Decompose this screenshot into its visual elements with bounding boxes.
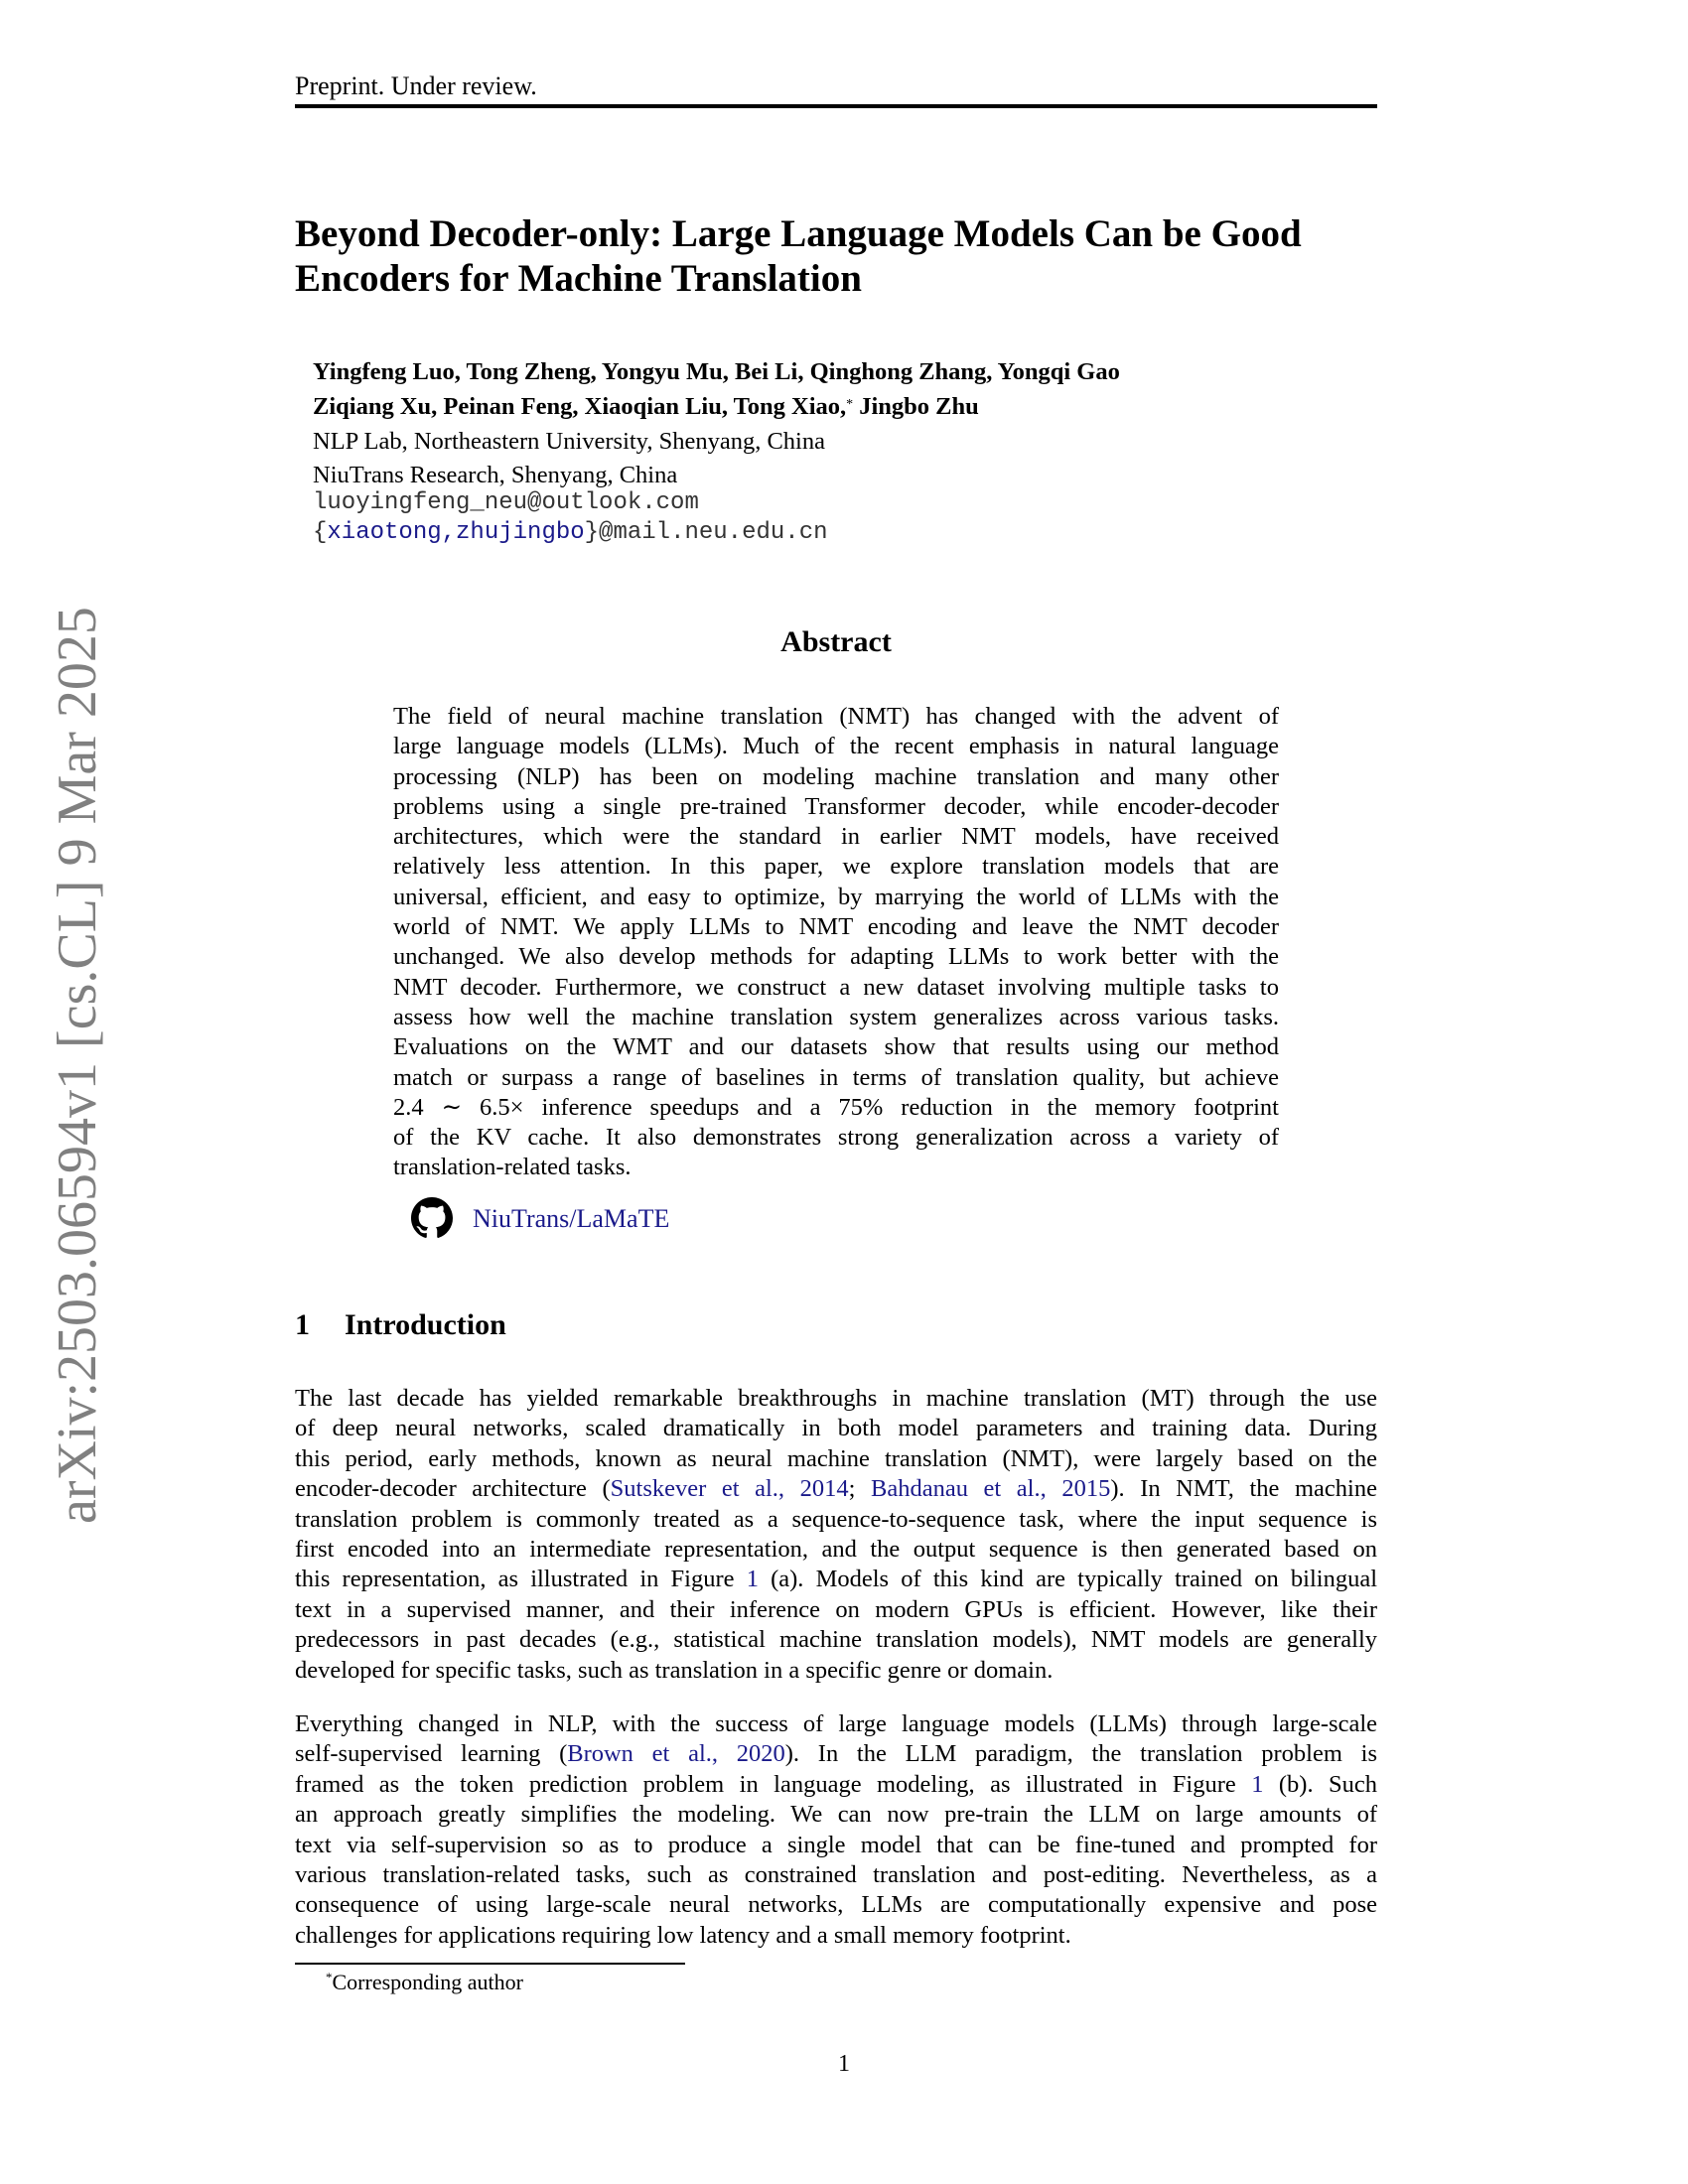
body-line: predecessors in past decades (e.g., statistical machine translation models), NMT models are generally [295, 1626, 1377, 1654]
citation-brown-2020[interactable]: Brown et al., 2020 [567, 1740, 785, 1768]
email-separator: , [441, 519, 457, 546]
body-line: translation problem is commonly treated as a sequence-to-sequence task, where the input sequence is [295, 1505, 1377, 1533]
body-line [295, 1565, 1377, 1594]
abstract-line: architectures, which were the standard in earlier NMT models, have received [393, 823, 1279, 851]
footnote-text: Corresponding author [332, 1970, 523, 1994]
intro-paragraph-1 [295, 1384, 1377, 1686]
body-line: first encoded into an intermediate representation, and the output sequence is then generated based on [295, 1536, 1377, 1564]
abstract-line: Evaluations on the WMT and our datasets show that results using our method [393, 1033, 1279, 1061]
abstract-line: match or surpass a range of baselines in terms of translation quality, but achieve [393, 1063, 1279, 1091]
abstract-line: universal, efficient, and easy to optimize, by marrying the world of LLMs with the [393, 883, 1279, 910]
email-2 [313, 518, 1120, 548]
abstract-line: translation-related tasks. [393, 1154, 632, 1181]
abstract-line: The field of neural machine translation (NMT) has changed with the advent of [393, 703, 1279, 730]
paper-title [295, 211, 1382, 301]
body-text: ). In NMT, the machine [1110, 1475, 1377, 1503]
abstract-heading [0, 625, 1688, 659]
body-line: text via self-supervision so as to produce a single model that can be fine-tuned and prompted for [295, 1831, 1377, 1858]
body-line: this period, early methods, known as neural machine translation (NMT), were largely based on the [295, 1444, 1377, 1472]
title-line: Beyond Decoder-only: Large Language Models Can be Good [295, 212, 1302, 255]
email-1: luoyingfeng_neu@outlook.com [313, 489, 699, 516]
citation-sutskever-2014[interactable]: Sutskever et al., 2014 [610, 1475, 849, 1503]
citation-bahdanau-2015[interactable]: Bahdanau et al., 2015 [871, 1475, 1111, 1503]
affiliation-1: NLP Lab, Northeastern University, Shenyang, China [313, 428, 825, 455]
body-line [295, 1739, 1377, 1769]
authors-line-2 [313, 389, 1120, 424]
body-line: of deep neural networks, scaled dramatically in both model parameters and training data. During [295, 1415, 1377, 1442]
running-head: Preprint. Under review. [295, 71, 537, 100]
body-line: Everything changed in NLP, with the success of large language models (LLMs) through large-scale [295, 1710, 1377, 1737]
github-icon[interactable] [411, 1197, 453, 1239]
body-line: text in a supervised manner, and their inference on modern GPUs is efficient. However, like their [295, 1595, 1377, 1623]
email-domain: }@mail.neu.edu.cn [584, 519, 828, 546]
intro-paragraph-2 [295, 1709, 1377, 1951]
body-text: (a). Models of this kind are typically trained on bilingual [758, 1566, 1378, 1593]
authors-line-2-text: Ziqiang Xu, Peinan Feng, Xiaoqian Liu, Tong Xiao, [313, 393, 847, 420]
authors-line-1: Yingfeng Luo, Tong Zheng, Yongyu Mu, Bei Li, Qinghong Zhang, Yongqi Gao [313, 358, 1120, 385]
body-text: (b). Such [1263, 1770, 1377, 1798]
abstract-line: processing (NLP) has been on modeling machine translation and many other [393, 762, 1279, 790]
authors-line-2-tail: Jingbo Zhu [853, 393, 979, 420]
header-rule [295, 104, 1377, 108]
abstract-line: large language models (LLMs). Much of the recent emphasis in natural language [393, 733, 1279, 760]
abstract-line: relatively less attention. In this paper, we explore translation models that are [393, 853, 1279, 881]
title-line: Encoders for Machine Translation [295, 257, 862, 300]
abstract-heading-text: Abstract [780, 625, 892, 658]
body-line: The last decade has yielded remarkable breakthroughs in machine translation (MT) through the use [295, 1385, 1377, 1412]
abstract-line: unchanged. We also develop methods for adapting LLMs to work better with the [393, 943, 1279, 971]
body-text: this representation, as illustrated in Figure [295, 1566, 747, 1593]
body-line: an approach greatly simplifies the modeling. We can now pre-train the LLM on large amounts of [295, 1801, 1377, 1829]
body-text: ). In the LLM paradigm, the translation problem is [784, 1740, 1378, 1768]
section-number: 1 [295, 1308, 310, 1341]
section-title: Introduction [345, 1308, 506, 1341]
body-text: self-supervised learning ( [295, 1740, 568, 1768]
body-text: ; [848, 1475, 872, 1503]
figure-1-ref[interactable]: 1 [746, 1566, 759, 1593]
body-line: developed for specific tasks, such as translation in a specific genre or domain. [295, 1656, 1054, 1684]
body-text: framed as the token prediction problem in language modeling, as illustrated in Figure [295, 1770, 1252, 1798]
email-link-xiaotong[interactable]: xiaotong [327, 519, 442, 546]
author-block [313, 354, 1120, 548]
abstract-line: of the KV cache. It also demonstrates strong generalization across a variety of [393, 1124, 1279, 1152]
abstract-line: world of NMT. We apply LLMs to NMT encoding and leave the NMT decoder [393, 913, 1279, 941]
body-line [295, 1474, 1377, 1504]
abstract-line: NMT decoder. Furthermore, we construct a new dataset involving multiple tasks to [393, 973, 1279, 1001]
footnote-rule [295, 1963, 685, 1965]
repo-link[interactable]: NiuTrans/LaMaTE [473, 1204, 670, 1233]
email-brace: { [313, 519, 328, 546]
body-line: consequence of using large-scale neural networks, LLMs are computationally expensive and pose [295, 1891, 1377, 1919]
page-number: 1 [838, 2051, 850, 2077]
body-text: encoder-decoder architecture ( [295, 1475, 611, 1503]
body-line: various translation-related tasks, such as constrained translation and post-editing. Nevertheless, as a [295, 1861, 1377, 1889]
email-link-zhujingbo[interactable]: zhujingbo [456, 519, 585, 546]
body-line: challenges for applications requiring low latency and a small memory footprint. [295, 1921, 1071, 1949]
abstract-line: 2.4 ∼ 6.5× inference speedups and a 75% reduction in the memory footprint [393, 1093, 1279, 1121]
affiliation-2: NiuTrans Research, Shenyang, China [313, 462, 678, 488]
corresponding-author-mark[interactable]: * [846, 397, 854, 412]
arxiv-identifier-stamp: arXiv:2503.06594v1 [cs.CL] 9 Mar 2025 [47, 607, 108, 1524]
section-heading-introduction [295, 1308, 506, 1342]
abstract-line: assess how well the machine translation system generalizes across various tasks. [393, 1003, 1279, 1030]
abstract-line: problems using a single pre-trained Transformer decoder, while encoder-decoder [393, 792, 1279, 820]
figure-1-ref[interactable]: 1 [1251, 1770, 1264, 1798]
body-line [295, 1770, 1377, 1800]
footnote-mark: * [326, 1970, 333, 1984]
footnote [326, 1970, 523, 1995]
abstract-body [393, 702, 1279, 1183]
